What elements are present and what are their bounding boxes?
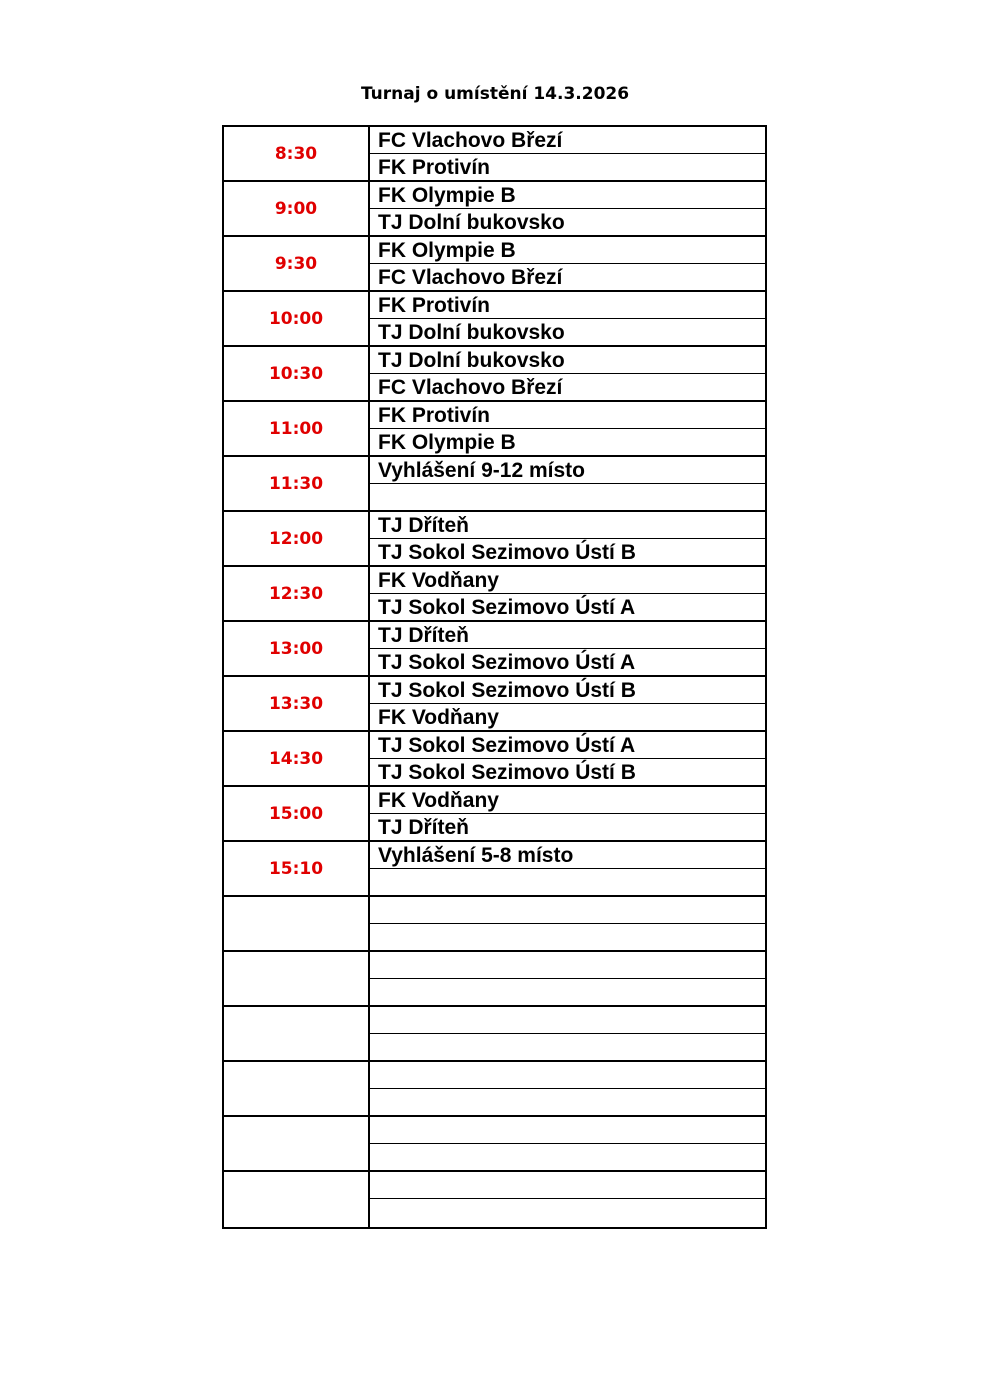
schedule-row	[224, 1062, 765, 1117]
time-cell	[224, 952, 370, 1005]
schedule-row	[224, 952, 765, 1007]
time-cell	[224, 897, 370, 950]
team-home: Vyhlášení 5-8 místo	[370, 842, 765, 869]
schedule-row	[224, 237, 765, 292]
team-away	[370, 484, 765, 510]
schedule-row	[224, 677, 765, 732]
match-cell	[370, 622, 765, 675]
match-cell	[370, 567, 765, 620]
schedule-row	[224, 1172, 765, 1227]
match-cell	[370, 787, 765, 840]
team-away: FC Vlachovo Březí	[378, 266, 563, 289]
team-home	[370, 1172, 765, 1199]
match-cell	[370, 512, 765, 565]
time-cell: 14:30	[224, 732, 370, 785]
team-away	[370, 924, 765, 950]
time-cell	[224, 1062, 370, 1115]
team-away	[370, 869, 765, 895]
team-home	[370, 1007, 765, 1034]
team-away: TJ Sokol Sezimovo Ústí B	[378, 541, 636, 564]
team-home: TJ Dříteň	[370, 512, 765, 539]
team-home: TJ Dolní bukovsko	[370, 347, 765, 374]
schedule-row	[224, 787, 765, 842]
schedule-row	[224, 732, 765, 787]
team-home: FK Olympie B	[370, 182, 765, 209]
team-home: TJ Sokol Sezimovo Ústí B	[370, 677, 765, 704]
schedule-table	[222, 125, 767, 1229]
schedule-row	[224, 512, 765, 567]
time-cell: 10:30	[224, 347, 370, 400]
team-home: TJ Dříteň	[370, 622, 765, 649]
schedule-row	[224, 127, 765, 182]
time-cell: 11:00	[224, 402, 370, 455]
team-home: FK Olympie B	[370, 237, 765, 264]
time-cell: 15:00	[224, 787, 370, 840]
team-away: TJ Dolní bukovsko	[378, 211, 565, 234]
match-cell	[370, 732, 765, 785]
match-cell	[370, 402, 765, 455]
team-away	[370, 979, 765, 1005]
schedule-row	[224, 182, 765, 237]
team-away	[370, 1034, 765, 1060]
team-home: FK Protivín	[370, 292, 765, 319]
match-cell	[370, 1117, 765, 1170]
team-home: Vyhlášení 9-12 místo	[370, 457, 765, 484]
team-home: FK Vodňany	[370, 567, 765, 594]
match-cell	[370, 952, 765, 1005]
team-home: FK Vodňany	[370, 787, 765, 814]
team-away: FK Olympie B	[378, 431, 516, 454]
time-cell: 8:30	[224, 127, 370, 180]
time-cell: 10:00	[224, 292, 370, 345]
team-home	[370, 897, 765, 924]
match-cell	[370, 127, 765, 180]
schedule-row	[224, 1117, 765, 1172]
schedule-row	[224, 567, 765, 622]
schedule-row	[224, 292, 765, 347]
team-home: FC Vlachovo Březí	[370, 127, 765, 154]
team-home	[370, 1117, 765, 1144]
match-cell	[370, 182, 765, 235]
match-cell	[370, 842, 765, 895]
page-title: Turnaj o umístění 14.3.2026	[360, 84, 630, 104]
time-cell: 13:00	[224, 622, 370, 675]
schedule-row	[224, 402, 765, 457]
team-away: TJ Sokol Sezimovo Ústí A	[378, 651, 636, 674]
schedule-row	[224, 1007, 765, 1062]
schedule-row	[224, 842, 765, 897]
schedule-row	[224, 622, 765, 677]
time-cell	[224, 1117, 370, 1170]
match-cell	[370, 897, 765, 950]
match-cell	[370, 347, 765, 400]
match-cell	[370, 1007, 765, 1060]
match-cell	[370, 1172, 765, 1227]
time-cell: 13:30	[224, 677, 370, 730]
team-home	[370, 952, 765, 979]
team-away: TJ Dříteň	[378, 816, 470, 839]
match-cell	[370, 237, 765, 290]
team-home	[370, 1062, 765, 1089]
match-cell	[370, 677, 765, 730]
team-away: FC Vlachovo Březí	[378, 376, 563, 399]
schedule-row	[224, 347, 765, 402]
team-away: TJ Sokol Sezimovo Ústí A	[378, 596, 636, 619]
team-home: FK Protivín	[370, 402, 765, 429]
team-away	[370, 1199, 765, 1227]
team-away: FK Protivín	[378, 156, 491, 179]
match-cell	[370, 1062, 765, 1115]
time-cell: 11:30	[224, 457, 370, 510]
schedule-row	[224, 897, 765, 952]
team-away: TJ Sokol Sezimovo Ústí B	[378, 761, 636, 784]
time-cell: 15:10	[224, 842, 370, 895]
match-cell	[370, 457, 765, 510]
time-cell: 12:00	[224, 512, 370, 565]
time-cell: 12:30	[224, 567, 370, 620]
team-away	[370, 1089, 765, 1115]
time-cell	[224, 1172, 370, 1227]
team-away	[370, 1144, 765, 1170]
time-cell: 9:00	[224, 182, 370, 235]
team-home: TJ Sokol Sezimovo Ústí A	[370, 732, 765, 759]
time-cell	[224, 1007, 370, 1060]
time-cell: 9:30	[224, 237, 370, 290]
team-away: FK Vodňany	[378, 706, 499, 729]
team-away: TJ Dolní bukovsko	[378, 321, 565, 344]
match-cell	[370, 292, 765, 345]
schedule-row	[224, 457, 765, 512]
